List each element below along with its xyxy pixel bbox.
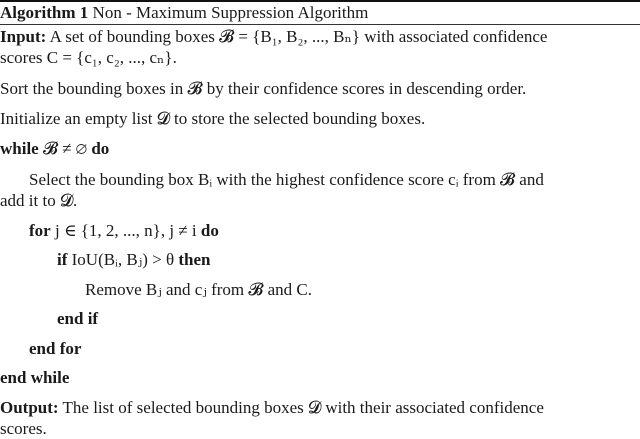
select-line-1 bbox=[29, 170, 544, 190]
output-keyword: Output: bbox=[0, 398, 59, 417]
select-line-2 bbox=[0, 191, 77, 211]
output-line-2 bbox=[0, 419, 47, 439]
select-text-2: add it to 𝓓. bbox=[0, 191, 78, 210]
end-while: end while bbox=[0, 368, 70, 387]
if-keyword: if bbox=[57, 250, 68, 269]
step-init bbox=[0, 109, 425, 129]
end-for: end for bbox=[29, 339, 82, 358]
while-do: do bbox=[91, 139, 110, 158]
for-keyword: for bbox=[29, 221, 51, 240]
output-text-2: scores. bbox=[0, 419, 47, 438]
input-keyword: Input: bbox=[0, 27, 47, 46]
input-line-2 bbox=[0, 48, 177, 68]
algorithm-label: Algorithm 1 bbox=[0, 3, 89, 22]
select-text-1: Select the bounding box Bᵢ with the highest confidence score cᵢ from 𝓑 and bbox=[29, 170, 544, 189]
for-do: do bbox=[200, 221, 219, 240]
end-if: end if bbox=[57, 309, 99, 328]
while-line bbox=[0, 139, 109, 159]
algorithm-title: Non - Maximum Suppression Algorithm bbox=[92, 3, 369, 22]
for-line bbox=[29, 221, 219, 241]
input-line-1 bbox=[0, 27, 547, 47]
step-sort-text: Sort the bounding boxes in 𝓑 by their confidence scores in descending order. bbox=[0, 79, 527, 98]
input-text-2: scores C = {c₁, c₂, ..., cₙ}. bbox=[0, 48, 177, 67]
if-then: then bbox=[178, 250, 211, 269]
if-line bbox=[57, 250, 210, 270]
input-text-1: A set of bounding boxes 𝓑 = {B₁, B₂, ..., Bₙ} with associated confidence bbox=[49, 27, 548, 46]
if-condition: IoU(Bᵢ, Bⱼ) > θ bbox=[71, 250, 175, 269]
step-init-text: Initialize an empty list 𝓓 to store the selected bounding boxes. bbox=[0, 109, 426, 128]
caption-rule bbox=[0, 24, 640, 25]
remove-text: Remove Bⱼ and cⱼ from 𝓑 and C. bbox=[85, 280, 312, 299]
algorithm-caption bbox=[0, 3, 368, 23]
step-sort bbox=[0, 79, 526, 99]
for-condition: j ∈ {1, 2, ..., n}, j ≠ i bbox=[54, 221, 197, 240]
output-line-1 bbox=[0, 398, 544, 418]
top-rule bbox=[0, 0, 640, 2]
output-text-1: The list of selected bounding boxes 𝓓 with their associated confidence bbox=[62, 398, 544, 417]
remove-line bbox=[85, 280, 312, 300]
while-condition: 𝓑 ≠ ∅ bbox=[42, 139, 88, 158]
while-keyword: while bbox=[0, 139, 39, 158]
